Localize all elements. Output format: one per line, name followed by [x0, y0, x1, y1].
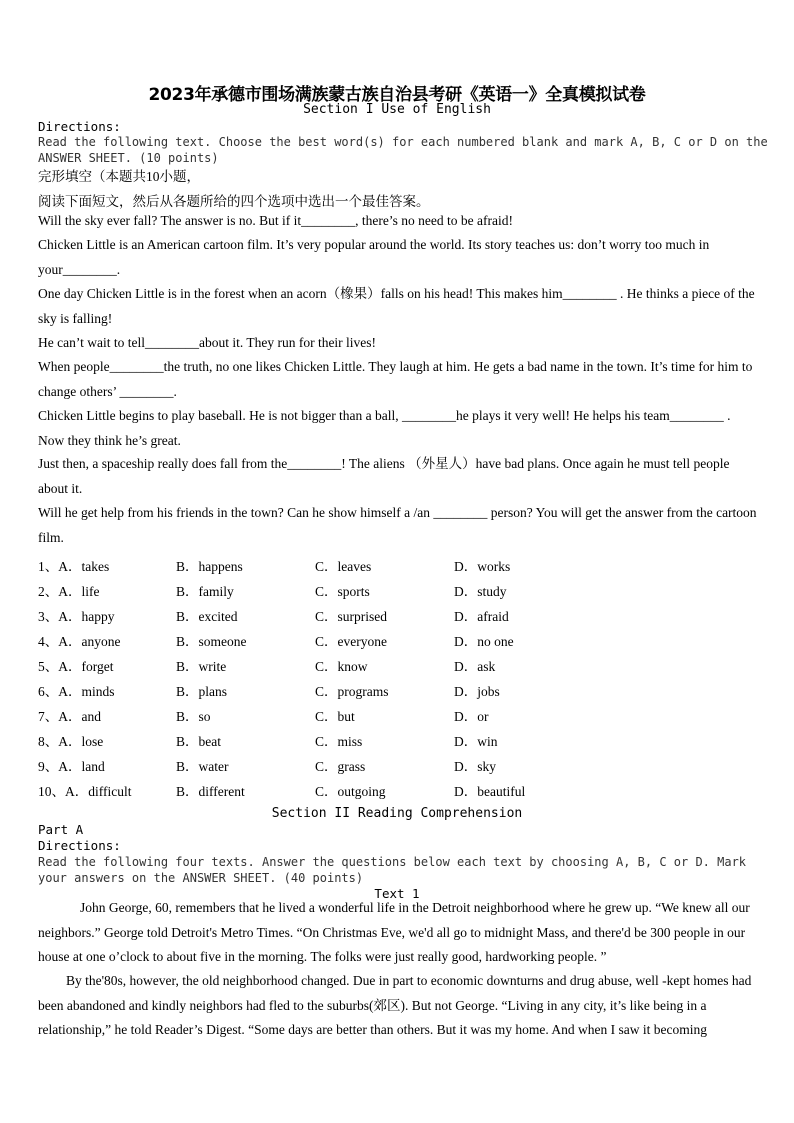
- option-b: B．excited: [176, 609, 238, 624]
- section1-directions-line2: ANSWER SHEET. (10 points): [38, 151, 219, 165]
- text1-label: Text 1: [374, 886, 420, 901]
- section2-directions-line1: Read the following four texts. Answer the questions below each text by choosing A, B, C or D. Mark: [38, 855, 747, 869]
- option-b: B．plans: [176, 684, 228, 699]
- option-c: C．leaves: [315, 559, 372, 574]
- option-b: B．different: [176, 784, 245, 799]
- section2-part-label: Part A: [38, 822, 84, 837]
- options-row: [38, 630, 738, 655]
- option-a: 5、A．forget: [38, 659, 114, 674]
- option-a: 2、A．life: [38, 584, 100, 599]
- cloze-paragraph: Chicken Little begins to play baseball. He is not bigger than a ball, ________he plays it very well! He helps his team________ . Now they think he’s great.: [38, 408, 731, 448]
- option-c: C．programs: [315, 684, 389, 699]
- option-a: 4、A．anyone: [38, 634, 121, 649]
- cloze-paragraph: Chicken Little is an American cartoon film. It’s very popular around the world. Its story teaches us: don’t worry too much in your________.: [38, 237, 710, 277]
- option-a: 10、A．difficult: [38, 784, 132, 799]
- option-c: C．everyone: [315, 634, 387, 649]
- option-c: C．grass: [315, 759, 366, 774]
- options-row: [38, 580, 738, 605]
- section1-directions-line1: Read the following text. Choose the best word(s) for each numbered blank and mark A, B, C or D on the: [38, 135, 768, 149]
- cloze-paragraph: Will he get help from his friends in the town? Can he show himself a /an ________ person? You will get the answer from the cartoon film.: [38, 505, 757, 545]
- option-c: C．surprised: [315, 609, 387, 624]
- option-a: 6、A．minds: [38, 684, 115, 699]
- exam-title: 2023年承德市围场满族蒙古族自治县考研《英语一》全真模拟试卷: [148, 85, 646, 105]
- section1-cn-line2: 阅读下面短文，然后从各题所给的四个选项中选出一个最佳答案。: [38, 194, 430, 209]
- cloze-paragraph: When people________the truth, no one likes Chicken Little. They laugh at him. He gets a bad name in the town. It’s time for him to change others’ ________.: [38, 359, 753, 399]
- option-a: 1、A．takes: [38, 559, 110, 574]
- option-a: 8、A．lose: [38, 734, 104, 749]
- option-c: C．sports: [315, 584, 370, 599]
- reading-paragraph: John George, 60, remembers that he lived a wonderful life in the Detroit neighborhood where he grew up. “We knew all our neighbors.” George told Detroit's Metro Times. “On Christmas Eve, we'd all go to midnight Mass, and there'd be 300 people in our house at one o’clock to about five in the morning. The folks were just really good, hardworking people. ”: [38, 900, 750, 964]
- section1-heading: Section I Use of English: [303, 102, 491, 117]
- cloze-paragraph: Just then, a spaceship really does fall from the________! The aliens （外星人）have bad plans. Once again he must tell people about it.: [38, 456, 730, 496]
- option-d: D．win: [454, 734, 498, 749]
- options-row: [38, 705, 738, 730]
- option-d: D．jobs: [454, 684, 500, 699]
- option-c: C．know: [315, 659, 368, 674]
- options-row: [38, 730, 738, 755]
- section2-directions-line2: your answers on the ANSWER SHEET. (40 points): [38, 871, 364, 885]
- option-b: B．write: [176, 659, 227, 674]
- option-b: B．someone: [176, 634, 247, 649]
- option-d: D．no one: [454, 634, 514, 649]
- option-a: 3、A．happy: [38, 609, 115, 624]
- option-b: B．so: [176, 709, 211, 724]
- options-row: [38, 755, 738, 780]
- options-row: [38, 680, 738, 705]
- option-a: 7、A．and: [38, 709, 101, 724]
- option-b: B．family: [176, 584, 234, 599]
- option-d: D．beautiful: [454, 784, 526, 799]
- option-c: C．outgoing: [315, 784, 386, 799]
- cloze-paragraph: Will the sky ever fall? The answer is no. But if it________, there’s no need to be afraid!: [38, 213, 513, 228]
- option-b: B．beat: [176, 734, 221, 749]
- section1-cn-line1: 完形填空（本题共10小题，: [38, 169, 200, 184]
- option-d: D．or: [454, 709, 489, 724]
- section1-directions-label: Directions:: [38, 119, 121, 134]
- reading-paragraph: By the'80s, however, the old neighborhood changed. Due in part to economic downturns and drug abuse, well -kept homes had been abandoned and kindly neighbors had fled to the suburbs(郊区). But not George. “Living in any city, it’s like being in a relationship,” he told Reader’s Digest. “Some days are better than others. But it was my home. And when I saw it becoming: [38, 973, 752, 1037]
- option-a: 9、A．land: [38, 759, 105, 774]
- cloze-paragraph: He can’t wait to tell________about it. They run for their lives!: [38, 335, 377, 350]
- option-c: C．miss: [315, 734, 363, 749]
- options-row: [38, 780, 738, 805]
- option-d: D．ask: [454, 659, 496, 674]
- options-row: [38, 655, 738, 680]
- option-b: B．water: [176, 759, 229, 774]
- option-c: C．but: [315, 709, 355, 724]
- section2-directions-label: Directions:: [38, 838, 121, 853]
- option-d: D．works: [454, 559, 511, 574]
- option-d: D．afraid: [454, 609, 509, 624]
- cloze-paragraph: One day Chicken Little is in the forest when an acorn（橡果）falls on his head! This makes him________ . He thinks a piece of the sky is falling!: [38, 286, 755, 326]
- options-row: [38, 555, 738, 580]
- option-d: D．sky: [454, 759, 497, 774]
- section2-heading: Section II Reading Comprehension: [271, 806, 523, 821]
- option-d: D．study: [454, 584, 507, 599]
- option-b: B．happens: [176, 559, 243, 574]
- options-row: [38, 605, 738, 630]
